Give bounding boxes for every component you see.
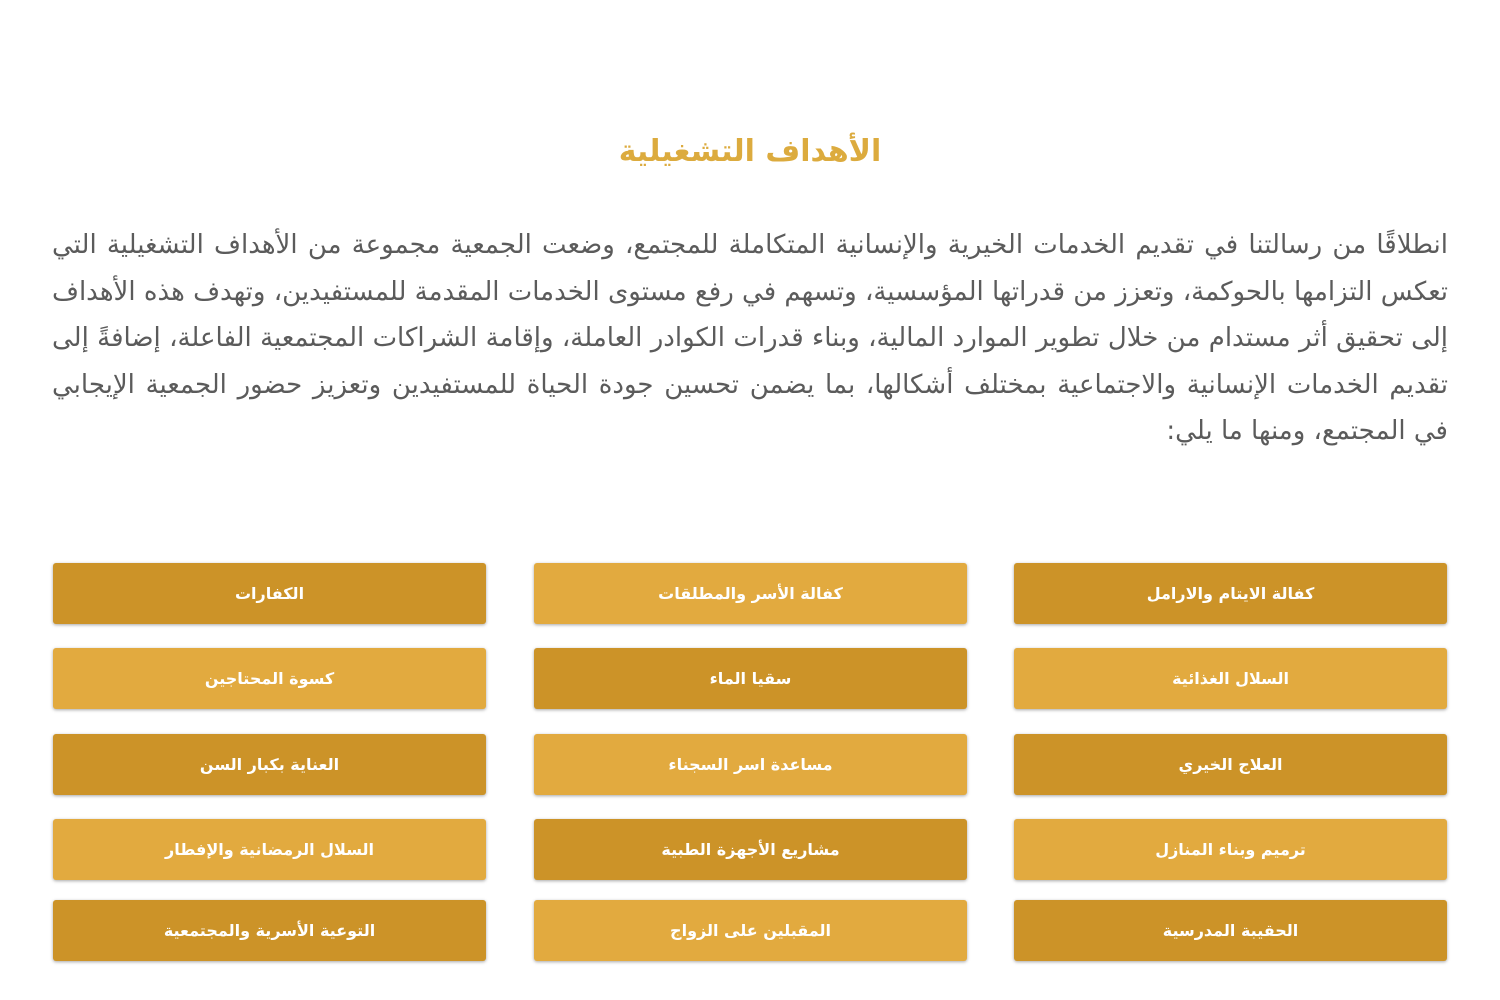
goal-tile: الحقيبة المدرسية [1014,900,1447,961]
goal-tile: العناية بكبار السن [53,734,486,795]
goal-tile: العلاج الخيري [1014,734,1447,795]
goal-tile: كفالة الايتام والارامل [1014,563,1447,624]
goal-tile: كسوة المحتاجين [53,648,486,709]
goal-tile: الكفارات [53,563,486,624]
goal-tile: السلال الغذائية [1014,648,1447,709]
page-title: الأهداف التشغيلية [618,134,882,169]
goal-tile: ترميم وبناء المنازل [1014,819,1447,880]
goal-tile: كفالة الأسر والمطلقات [534,563,967,624]
goal-tile: المقبلين على الزواج [534,900,967,961]
goal-tile: مساعدة اسر السجناء [534,734,967,795]
goal-tile: السلال الرمضانية والإفطار [53,819,486,880]
intro-paragraph: انطلاقًا من رسالتنا في تقديم الخدمات الخيرية والإنسانية المتكاملة للمجتمع، وضعت الجمعية مجموعة من الأهداف التشغيلية التي تعكس التزامها بالحوكمة، وتعزز من قدراتها المؤسسية، وتسهم في رفع مستوى الخدمات المقدمة للمستفيدين، وتهدف هذه الأهداف إلى تحقيق أثر مستدام من خلال تطوير الموارد المالية، وبناء قدرات الكوادر العاملة، وإقامة الشراكات المجتمعية الفاعلة، إضافةً إلى تقديم الخدمات الإنسانية والاجتماعية بمختلف أشكالها، بما يضمن تحسين جودة الحياة للمستفيدين وتعزيز حضور الجمعية الإيجابي في المجتمع، ومنها ما يلي: [52,230,1448,446]
goal-tile: سقيا الماء [534,648,967,709]
goal-tile: التوعية الأسرية والمجتمعية [53,900,486,961]
goal-tile: مشاريع الأجهزة الطبية [534,819,967,880]
